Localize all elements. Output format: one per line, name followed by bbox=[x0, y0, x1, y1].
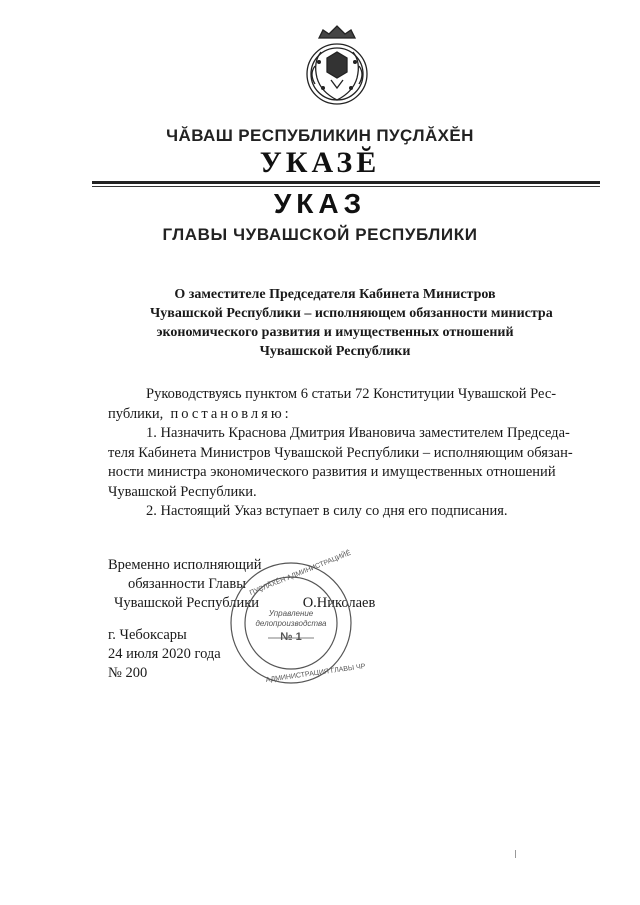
stamp-line-2: делопроизводства bbox=[255, 619, 327, 628]
body-line: 2. Настоящий Указ вступает в силу со дня его подписания. bbox=[146, 503, 508, 519]
place-date-block bbox=[108, 626, 221, 683]
official-stamp bbox=[228, 549, 366, 686]
signatory-name: О.Николаев bbox=[302, 595, 376, 611]
signature-title: Чувашской Республики bbox=[114, 595, 260, 611]
stamp-text-lower: АДМИНИСТРАЦИЯ ГЛАВЫ ЧР bbox=[265, 663, 366, 685]
city: г. Чебоксары bbox=[108, 627, 187, 643]
header-rule-thick bbox=[92, 181, 600, 184]
body-line: Руководствуясь пунктом 6 статьи 72 Конституции Чувашской Рес- bbox=[146, 386, 557, 402]
chuvash-header-ukaze: УКАЗĔ bbox=[259, 146, 381, 179]
chuvash-header-line: ЧӐВАШ РЕСПУБЛИКИН ПУҪЛӐХĔН bbox=[166, 126, 474, 145]
body-line: теля Кабинета Министров Чувашской Республики – исполняющим обязан- bbox=[108, 444, 573, 461]
stamp-text-upper: ПУҪЛӐХĔН АДМИНИСТРАЦИЙĔ bbox=[248, 549, 353, 597]
body-line: Чувашской Республики. bbox=[108, 483, 257, 500]
subject-line-2: Чувашской Республики – исполняющем обязанности министра bbox=[150, 306, 553, 321]
body-text: публики, bbox=[108, 405, 164, 422]
signature-line-1: Временно исполняющий bbox=[108, 557, 262, 573]
stamp-line-1: Управление bbox=[268, 609, 314, 618]
subject-line-3: экономического развития и имущественных отношений bbox=[156, 325, 514, 340]
scan-mark bbox=[515, 850, 516, 858]
header-rule-thin bbox=[92, 186, 600, 187]
resolve-word: постановляю: bbox=[170, 405, 292, 422]
chuvash-emblem bbox=[301, 22, 373, 108]
date: 24 июля 2020 года bbox=[108, 646, 221, 662]
document-subtitle: ГЛАВЫ ЧУВАШСКОЙ РЕСПУБЛИКИ bbox=[162, 225, 478, 244]
stamp-number: № 1 bbox=[280, 631, 302, 643]
body-line: 1. Назначить Краснова Дмитрия Ивановича заместителем Председа- bbox=[146, 425, 570, 441]
subject-line-4: Чувашской Республики bbox=[259, 344, 411, 359]
subject-line-1: О заместителе Председателя Кабинета Министров bbox=[174, 287, 496, 302]
subject-heading bbox=[150, 285, 553, 361]
decree-body bbox=[108, 385, 598, 522]
document-number: № 200 bbox=[108, 665, 148, 681]
body-line: ности министра экономического развития и имущественных отношений bbox=[108, 464, 556, 480]
signature-line-2: обязанности Главы bbox=[128, 576, 246, 592]
body-line bbox=[108, 405, 598, 425]
document-title: УКАЗ bbox=[273, 188, 367, 219]
